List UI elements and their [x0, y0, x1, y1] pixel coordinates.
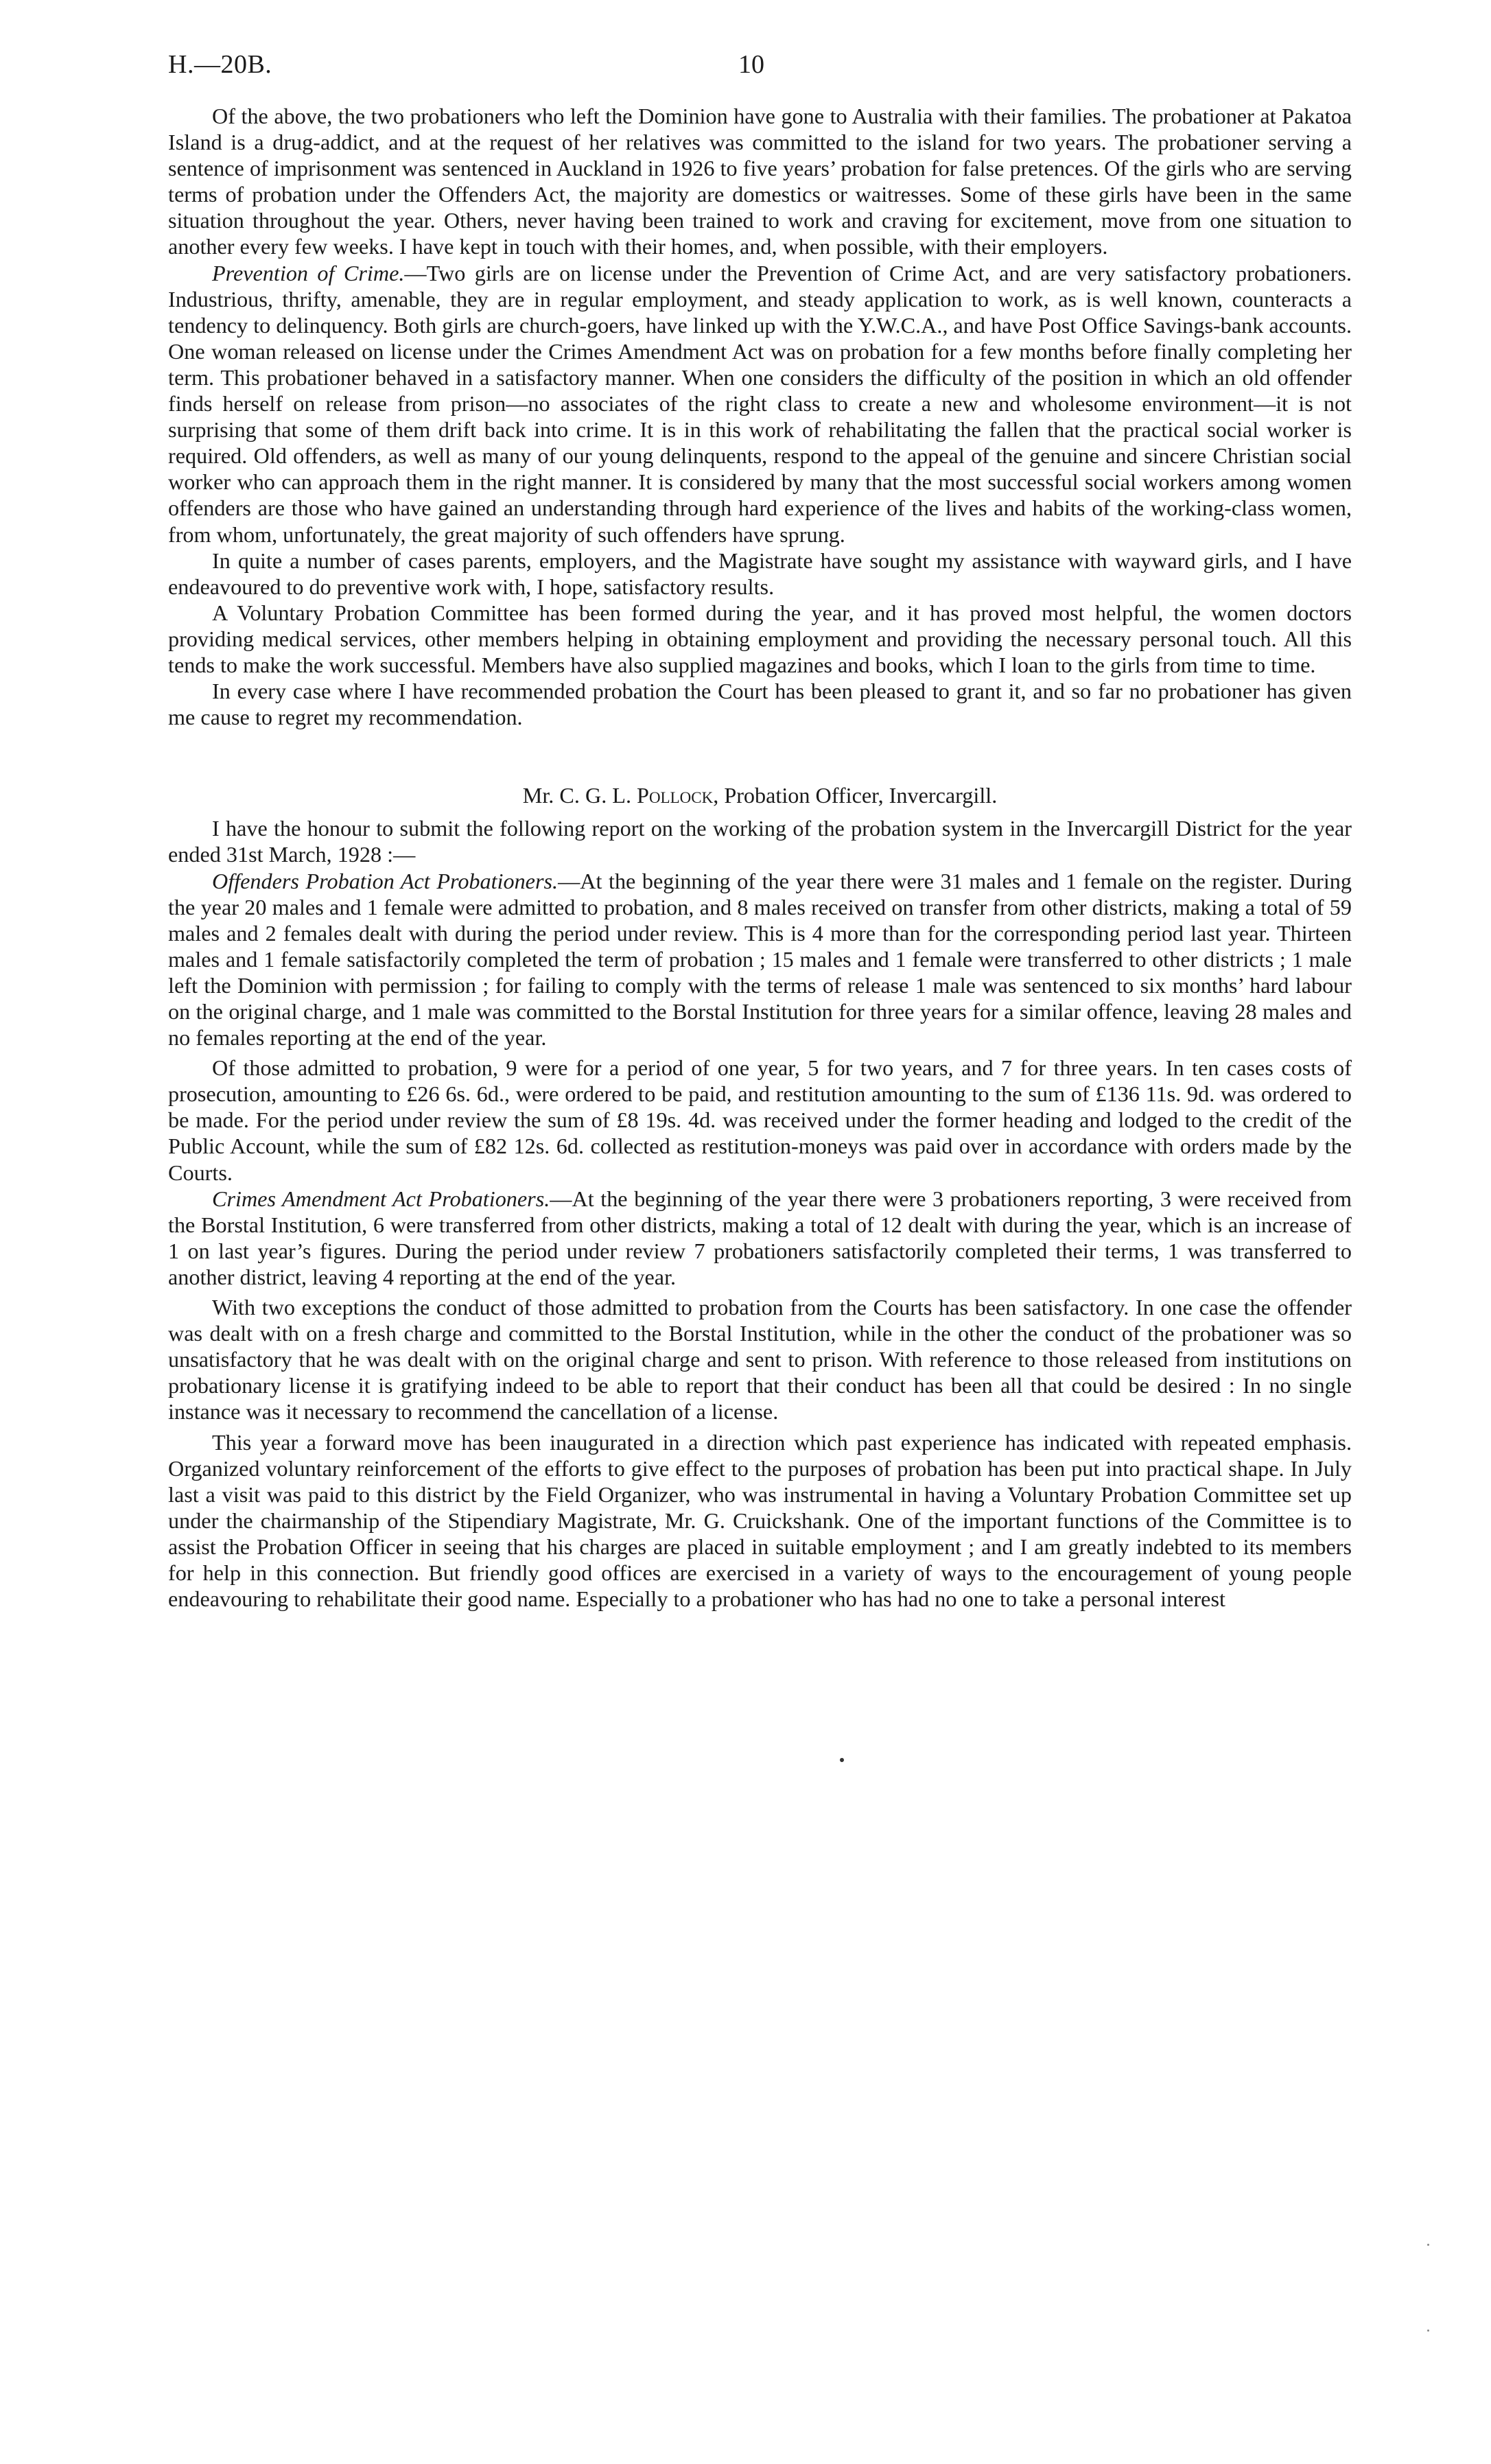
paragraph-heading: Prevention of Crime.: [212, 260, 405, 285]
paragraph: A Voluntary Probation Committee has been formed during the year, and it has proved most helpful, the women doctors providing medical services, other members helping in obtaining employment and providing the necessary personal touch. All this tends to make the work successful. Members have also supplied magazines and books, which I loan to the girls from time to time.: [168, 600, 1352, 677]
paragraph: With two exceptions the conduct of those admitted to probation from the Courts has been satisfactory. In one case the offender was dealt with on a fresh charge and committed to the Borstal Institution, while in the other the conduct of the probationer was so unsatisfactory that he was dealt with on the original charge and sent to prison. With reference to those released from institutions on probationary license it is gratifying indeed to be able to report that their conduct has been all that could be desired : In no single instance was it necessary to recommend the cancellation of a license.: [168, 1295, 1352, 1424]
report-heading: [168, 782, 1352, 808]
paragraph-body: —At the beginning of the year there were 31 males and 1 female on the register. During the year 20 males and 1 female were admitted to probation, and 8 males received on transfer from other districts, making a total of 59 males and 2 females dealt with during the period under review. This is 4 more than for the corresponding period last year. Thirteen males and 1 female satisfactorily completed the term of probation ; 15 males and 1 female were transferred to other districts ; 1 male left the Dominion with permission ; for failing to comply with the terms of release 1 male was sentenced to six months’ hard labour on the original charge, and 1 male was committed to the Borstal Institution for three years for a similar offence, leaving 28 males and no females reporting at the end of the year.: [168, 868, 1352, 1051]
scan-speck: [1427, 2330, 1429, 2332]
paragraph-body: —Two girls are on license under the Prevention of Crime Act, and are very satisfactory probationers. Industrious, thrifty, amenable, they are in regular employment, and steady application to work, as is well known, counteracts a tendency to delinquency. Both girls are church-goers, have linked up with the Y.W.C.A., and have Post Office Savings-bank accounts. One woman released on license under the Crimes Amendment Act was on probation for a few months before finally completing her term. This probationer behaved in a satisfactory manner. When one considers the difficulty of the position in which an old offender finds herself on release from prison—no associates of the right class to create a new and wholesome environment—it is not surprising that some of them drift back into crime. It is in this work of rehabilitating the fallen that the practical social worker is required. Old offenders, as well as many of our young delinquents, respond to the appeal of the genuine and sincere Christian social worker who can approach them in the right manner. It is considered by many that the most successful social workers among women offenders are those who have gained an understanding through hard experience of the lives and habits of the working-class women, from whom, unfortunately, the great majority of such offenders have sprung.: [168, 260, 1352, 547]
ink-mark: [839, 1757, 845, 1763]
heading-prefix: Mr. C. G. L.: [522, 783, 631, 808]
officer-name: Pollock: [637, 783, 714, 808]
scan-speck: [1427, 2244, 1429, 2246]
paragraph: Of those admitted to probation, 9 were for a period of one year, 5 for two years, and 7 for three years. In ten cases costs of prosecution, amounting to £26 6s. 6d., were ordered to be paid, and restitution amounting to the sum of £136 11s. 9d. was ordered to be made. For the period under review the sum of £8 19s. 4d. was received under the former heading and lodged to the credit of the Public Account, while the sum of £82 12s. 6d. collected as restitution-moneys was paid over in accordance with orders made by the Courts.: [168, 1055, 1352, 1185]
paragraph: This year a forward move has been inaugurated in a direction which past experience has indicated with repeated emphasis. Organized voluntary reinforcement of the efforts to give effect to the purposes of probation has been put into practical shape. In July last a visit was paid to this district by the Field Organizer, who was instrumental in having a Voluntary Probation Committee set up under the chairmanship of the Stipendiary Magistrate, Mr. G. Cruickshank. One of the important functions of the Committee is to assist the Probation Officer in seeing that his charges are placed in suitable employment ; and I am greatly indebted to its members for help in this connection. But friendly good offices are exercised in a variety of ways to the encouragement of young people endeavouring to rehabilitate their good name. Especially to a probationer who has had no one to take a personal interest: [168, 1429, 1352, 1612]
heading-suffix: , Probation Officer, Invercargill.: [713, 783, 998, 808]
paragraph: [168, 1186, 1352, 1290]
paragraph-heading: Offenders Probation Act Probationers.: [212, 868, 559, 893]
document-reference: H.—20B.: [168, 50, 272, 79]
paragraph: I have the honour to submit the following report on the working of the probation system in the Invercargill District for the year ended 31st March, 1928 :—: [168, 816, 1352, 867]
paragraph: [168, 868, 1352, 1051]
page-number: 10: [738, 50, 764, 79]
body-text: [168, 103, 1352, 1612]
paragraph: Of the above, the two probationers who left the Dominion have gone to Australia with their families. The probationer at Pakatoa Island is a drug-addict, and at the request of her relatives was committed to the island for two years. The probationer serving a sentence of imprisonment was sentenced in Auckland in 1926 to five years’ probation for false pretences. Of the girls who are serving terms of probation under the Offenders Act, the majority are domestics or waitresses. Some of these girls have been in the same situation throughout the year. Others, never having been trained to work and craving for excitement, move from one situation to another every few weeks. I have kept in touch with their homes, and, when possible, with their employers.: [168, 104, 1352, 259]
paragraph-heading: Crimes Amendment Act Probationers.: [212, 1186, 550, 1211]
paragraph: In quite a number of cases parents, employers, and the Magistrate have sought my assistance with wayward girls, and I have endeavoured to do preventive work with, I hope, satisfactory results.: [168, 548, 1352, 599]
paragraph: [168, 260, 1352, 548]
paragraph-body: —At the beginning of the year there were 3 probationers reporting, 3 were received from the Borstal Institution, 6 were transferred from other districts, making a total of 12 dealt with during the year, which is an increase of 1 on last year’s figures. During the period under review 7 probationers satisfactorily completed their terms, 1 was transferred to another district, leaving 4 reporting at the end of the year.: [168, 1186, 1352, 1289]
paragraph: In every case where I have recommended probation the Court has been pleased to grant it, and so far no probationer has given me cause to regret my recommendation.: [168, 679, 1352, 730]
